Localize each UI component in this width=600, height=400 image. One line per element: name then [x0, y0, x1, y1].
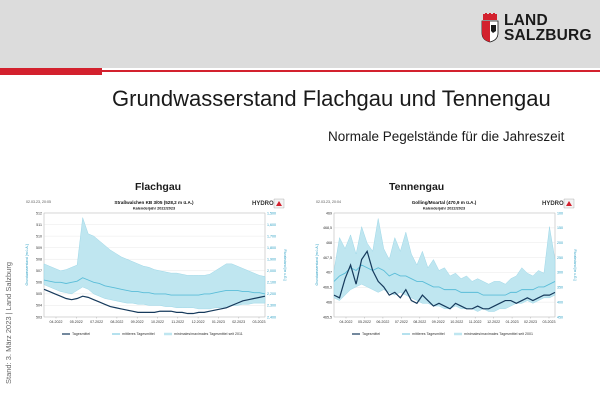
y-tick-right: 150	[557, 226, 563, 231]
y-tick-left: 467,5	[323, 255, 332, 260]
legend-label: mittleres Tagesmittel	[412, 332, 445, 336]
page-title: Grundwasserstand Flachgau und Tennengau	[112, 86, 551, 111]
y-tick-left: 508	[36, 257, 42, 262]
y-tick-right: 2,400	[267, 315, 276, 320]
y-tick-left: 506	[36, 280, 42, 285]
y-tick-right: 2,100	[267, 280, 276, 285]
chart-panel-tennengau	[312, 196, 577, 344]
hydro-brand-label: HYDRO	[252, 201, 274, 207]
y-tick-right: 1,600	[267, 222, 276, 227]
y-tick-left: 467	[326, 270, 332, 275]
x-tick-label: 01.2023	[505, 320, 519, 324]
y-tick-right: 450	[557, 315, 563, 320]
y-tick-right: 1,700	[267, 234, 276, 239]
chart-title: Golling/Moartal (470,9 m ü.A.)	[411, 200, 477, 205]
x-tick-label: 09.2022	[130, 320, 144, 324]
y-tick-left: 509	[36, 245, 42, 250]
land-salzburg-logo[interactable]	[480, 13, 592, 49]
legend-label: Tagesmittel	[72, 332, 91, 336]
x-tick-label: 04.2022	[49, 320, 63, 324]
y-axis-label-right: Flurabstand [m u.G.]	[283, 249, 287, 281]
x-tick-label: 02.2023	[524, 320, 538, 324]
x-tick-label: 01.2023	[211, 320, 225, 324]
x-tick-label: 11.2022	[468, 320, 482, 324]
chart-panel-flachgau	[22, 196, 287, 344]
y-tick-right: 300	[557, 270, 563, 275]
x-tick-label: 07.2022	[394, 320, 408, 324]
y-axis-label-right: Flurabstand [m u.G.]	[573, 249, 577, 281]
x-tick-label: 07.2022	[90, 320, 104, 324]
legend-label: minimales/maximales Tagesmittel seit 2011	[174, 332, 243, 336]
brand-red-line	[102, 70, 600, 72]
x-tick-label: 10.2022	[450, 320, 464, 324]
x-tick-label: 08.2022	[110, 320, 124, 324]
y-tick-right: 1,800	[267, 245, 276, 250]
y-tick-right: 2,300	[267, 303, 276, 308]
brand-red-bar	[0, 68, 102, 75]
x-tick-label: 12.2022	[487, 320, 501, 324]
y-tick-left: 466,5	[323, 285, 332, 290]
chart-tennengau	[312, 196, 577, 344]
x-tick-label: 09.2022	[431, 320, 445, 324]
x-tick-label: 05.2022	[69, 320, 83, 324]
chart-timestamp: 02.03.23, 20:04	[316, 200, 341, 204]
y-axis-label-left: Grundwasserstand [m ü.A.]	[25, 244, 29, 286]
y-axis-label-left: Grundwasserstand [m ü.A.]	[315, 244, 319, 286]
y-tick-right: 1,500	[267, 211, 276, 216]
page-subtitle: Normale Pegelstände für die Jahreszeit	[328, 129, 565, 144]
y-tick-right: 2,200	[267, 292, 276, 297]
x-tick-label: 05.2022	[357, 320, 371, 324]
logo-line-2: SALZBURG	[504, 27, 592, 44]
y-tick-left: 468	[326, 241, 332, 246]
y-tick-left: 469	[326, 211, 332, 216]
x-tick-label: 02.2023	[232, 320, 246, 324]
x-tick-label: 10.2022	[151, 320, 164, 324]
x-tick-label: 03.2023	[542, 320, 556, 324]
legend-label: mittleres Tagesmittel	[122, 332, 155, 336]
region-title-flachgau: Flachgau	[135, 181, 182, 193]
y-tick-left: 507	[36, 269, 42, 274]
y-tick-left: 465,5	[323, 315, 332, 320]
chart-title: Straßwalchen KB 3/05 (528,2 m ü.A.)	[114, 200, 194, 205]
y-tick-left: 503	[36, 315, 42, 320]
logo-text	[504, 13, 592, 43]
y-tick-right: 2,000	[267, 269, 276, 274]
y-tick-right: 250	[557, 255, 563, 260]
y-tick-right: 400	[557, 300, 563, 305]
y-tick-left: 512	[36, 211, 42, 216]
y-tick-left: 511	[36, 222, 42, 227]
chart-subtitle: Kalenderjahr 2022/2023	[422, 206, 466, 211]
y-tick-left: 505	[36, 292, 42, 297]
y-tick-right: 100	[557, 211, 563, 216]
y-tick-left: 468,5	[323, 226, 332, 231]
x-tick-label: 12.2022	[191, 320, 205, 324]
x-tick-label: 04.2022	[339, 320, 353, 324]
y-tick-right: 1,900	[267, 257, 276, 262]
chart-flachgau	[22, 196, 287, 344]
region-title-tennengau: Tennengau	[389, 181, 445, 193]
chart-timestamp: 02.03.23, 20:05	[26, 200, 51, 204]
chart-subtitle: Kalenderjahr 2022/2023	[132, 206, 176, 211]
x-tick-label: 08.2022	[413, 320, 427, 324]
legend-label: Tagesmittel	[362, 332, 381, 336]
hydro-brand-label: HYDRO	[542, 201, 564, 207]
legend-label: minimales/maximales Tagesmittel seit 2001	[464, 332, 534, 336]
coat-of-arms-icon	[480, 13, 500, 43]
y-tick-left: 504	[36, 303, 42, 308]
x-tick-label: 11.2022	[171, 320, 185, 324]
logo-line-1: LAND	[504, 12, 548, 29]
y-tick-left: 510	[36, 234, 42, 239]
y-tick-right: 200	[557, 241, 563, 246]
y-tick-right: 350	[557, 285, 563, 290]
side-note: Stand: 3. März 2023 | Land Salzburg	[4, 261, 13, 384]
x-tick-label: 03.2023	[252, 320, 266, 324]
y-tick-left: 466	[326, 300, 332, 305]
x-tick-label: 06.2022	[376, 320, 390, 324]
